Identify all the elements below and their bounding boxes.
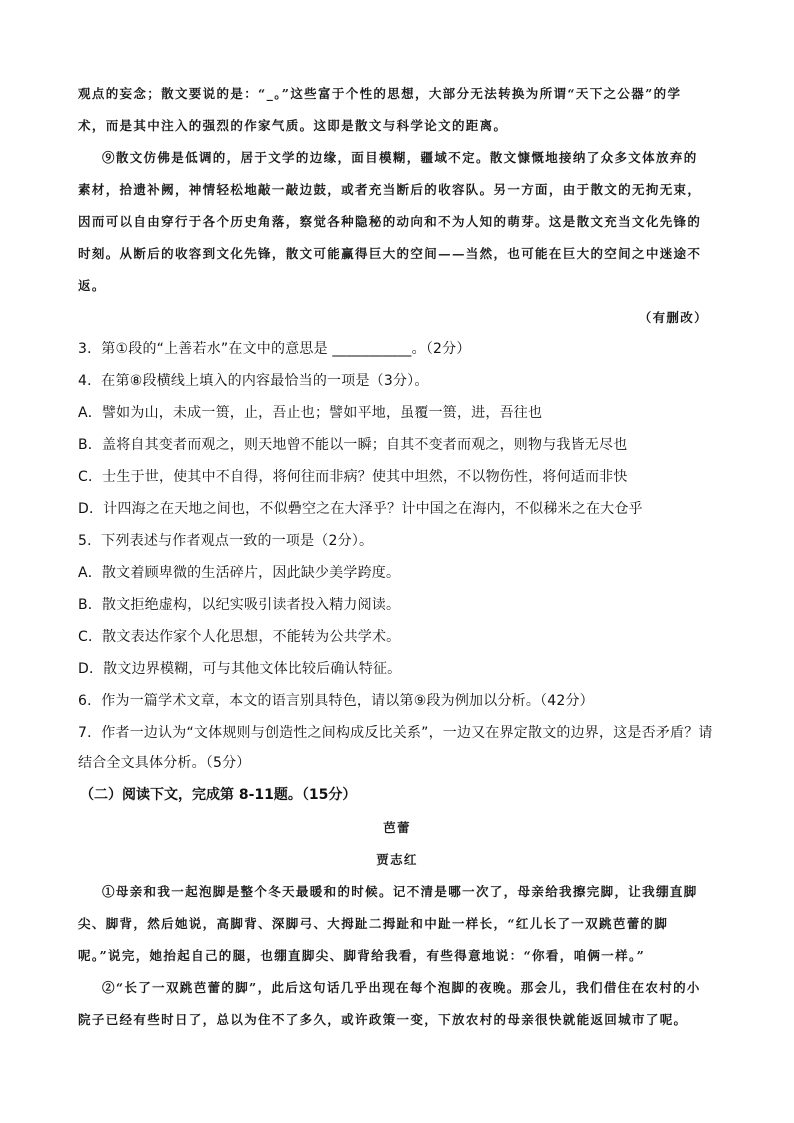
question-4-option-a: A．譬如为山，未成一篑，止，吾止也；譬如平地，虽覆一篑，进，吾往也 — [78, 405, 543, 421]
passage-line: ⑨散文仿佛是低调的，居于文学的边缘，面目模糊，疆域不定。散文慷慨地接纳了众多文体放弃的 — [102, 150, 698, 165]
passage-line: 素材，拾遗补阙，神情轻松地敲一敲边鼓，或者充当断后的收容队。另一方面，由于散文的无拘无束， — [78, 182, 702, 197]
passage-line: 观点的妄念；散文要说的是：“_。”这些富于个性的思想，大部分无法转换为所谓“天下之公器”的学 — [78, 86, 682, 101]
question-3: 3．第①段的“上善若水”在文中的意思是 ___________。（2分） — [78, 341, 471, 357]
question-4: 4．在第⑧段横线上填入的内容最恰当的一项是（3分）。 — [78, 373, 429, 389]
article-author: 贾志红 — [376, 852, 418, 867]
question-4-option-d: D．计四海之在天地之间也，不似礨空之在大泽乎？计中国之在海内，不似稊米之在大仓乎 — [78, 501, 643, 517]
article-line: 呢。”说完，她抬起自己的腿，也绷直脚尖、脚背给我看，有些得意地说：“你看，咱俩一样。” — [78, 948, 646, 963]
question-5-option-a: A．散文着顾卑微的生活碎片，因此缺少美学跨度。 — [78, 565, 401, 581]
article-title: 芭蕾 — [383, 820, 411, 835]
question-5-option-d: D．散文边界模糊，可与其他文体比较后确认特征。 — [78, 661, 402, 677]
question-4-option-b: B．盖将自其变者而观之，则天地曾不能以一瞬；自其不变者而观之，则物与我皆无尽也 — [78, 437, 628, 453]
question-7-continued: 结合全文具体分析。（5分） — [78, 755, 251, 771]
question-5-option-b: B．散文拒绝虚构，以纪实吸引读者投入精力阅读。 — [78, 597, 401, 613]
question-7: 7．作者一边认为“文体规则与创造性之间构成反比关系”，一边又在界定散文的边界，这是否矛盾？请 — [78, 725, 713, 741]
article-line: 院子已经有些时日了，总以为住不了多久，或许政策一变，下放农村的母亲很快就能返回城市了呢。 — [78, 1012, 688, 1027]
passage-line: 术，而是其中注入的强烈的作家气质。这即是散文与科学论文的距离。 — [78, 118, 508, 133]
edit-note: （有删改） — [638, 310, 708, 325]
question-6: 6．作为一篇学术文章，本文的语言别具特色，请以第⑨段为例加以分析。（42分） — [78, 693, 594, 709]
passage-line: 返。 — [78, 278, 106, 293]
section-heading: （二）阅读下文，完成第 8-11题。（15分） — [80, 787, 357, 803]
article-line: ②“长了一双跳芭蕾的脚”，此后这句话几乎出现在每个泡脚的夜晚。那会儿，我们借住在农村的小 — [102, 980, 701, 995]
passage-line: 因而可以自由穿行于各个历史角落，察觉各种隐秘的动向和不为人知的萌芽。这是散文充当文化先锋的 — [78, 214, 702, 229]
article-line: ①母亲和我一起泡脚是整个冬天最暖和的时候。记不清是哪一次了，母亲给我擦完脚，让我绷直脚 — [102, 884, 698, 899]
question-5-option-c: C．散文表达作家个人化思想，不能转为公共学术。 — [78, 629, 401, 645]
article-line: 尖、脚背，然后她说，高脚背、深脚弓、大拇趾二拇趾和中趾一样长，“红儿长了一双跳芭蕾的脚 — [78, 916, 669, 931]
passage-line: 时刻。从断后的收容到文化先锋，散文可能赢得巨大的空间——当然，也可能在巨大的空间之中迷途不 — [78, 246, 702, 261]
question-4-option-c: C．士生于世，使其中不自得，将何往而非病？使其中坦然，不以物伤性，将何适而非快 — [78, 469, 628, 485]
question-5: 5．下列表述与作者观点一致的一项是（2分）。 — [78, 533, 374, 549]
